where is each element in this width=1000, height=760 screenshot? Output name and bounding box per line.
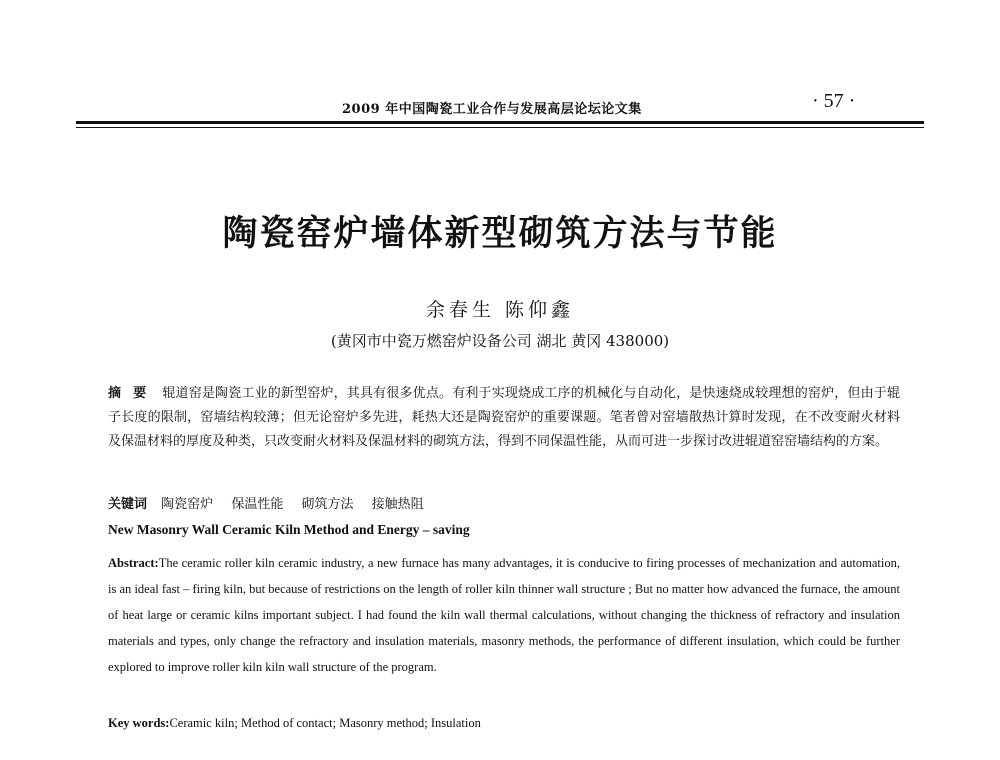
cn-keyword: 砌筑方法 xyxy=(301,497,354,512)
en-keywords-label: Key words: xyxy=(108,716,170,730)
cn-keywords-label: 关键词 xyxy=(108,497,148,512)
cn-keyword: 保温性能 xyxy=(231,497,284,512)
page-number: · 57 · xyxy=(812,90,856,112)
cn-keywords xyxy=(108,494,900,516)
en-title: New Masonry Wall Ceramic Kiln Method and Energy – saving xyxy=(108,522,470,537)
en-abstract xyxy=(108,550,900,680)
header-rule-thick xyxy=(76,121,924,124)
en-abstract-text: The ceramic roller kiln ceramic industry, a new furnace has many advantages, it is conducive to firing processes of mechanization and automation, is an ideal fast – firing kiln, but because of restrictions on the length of roller kiln thinner wall structure ; But no matter how advanced the furnace, the amount of heat large or ceramic kilns important subject. I had found the kiln wall thermal calculations, without changing the thickness of refractory and insulation materials and types, only change the refractory and insulation materials, masonry methods, the performance of different insulation, which could be further explored to improve roller kiln kiln wall structure of the program. xyxy=(108,556,900,674)
en-keywords xyxy=(108,716,900,731)
cn-keyword: 接触热阻 xyxy=(371,497,424,512)
cn-abstract-label: 摘要 xyxy=(108,386,159,401)
header-rule-thin xyxy=(76,127,924,128)
cn-keyword: 陶瓷窑炉 xyxy=(161,497,214,512)
authors: 余春生 陈仰鑫 xyxy=(425,299,575,321)
affiliation: (黄冈市中瓷万燃窑炉设备公司 湖北 黄冈 438000) xyxy=(330,332,670,350)
paper-title: 陶瓷窑炉墙体新型砌筑方法与节能 xyxy=(222,214,778,254)
en-abstract-label: Abstract: xyxy=(108,556,159,570)
running-head: 2009 年中国陶瓷工业合作与发展高层论坛论文集 xyxy=(342,102,642,117)
en-keywords-text: Ceramic kiln; Method of contact; Masonry method; Insulation xyxy=(169,716,481,730)
cn-abstract-text: 辊道窑是陶瓷工业的新型窑炉，其具有很多优点。有利于实现烧成工序的机械化与自动化，是快速烧成较理想的窑炉，但由于辊子长度的限制，窑墙结构较薄；但无论窑炉多先进，耗热大还是陶瓷窑炉的重要课题。笔者曾对窑墙散热计算时发现，在不改变耐火材料及保温材料的厚度及种类，只改变耐火材料及保温材料的砌筑方法，得到不同保温性能，从而可进一步探讨改进辊道窑窑墙结构的方案。 xyxy=(108,386,900,449)
cn-abstract xyxy=(108,382,900,454)
